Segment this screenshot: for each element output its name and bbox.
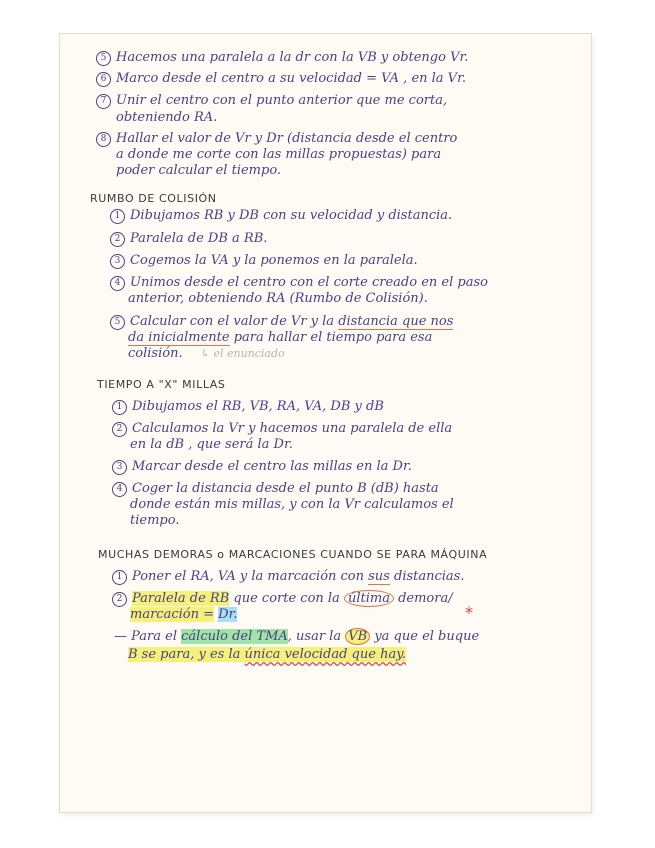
step-text: Calculamos la Vr y hacemos una paralela de ella [132, 421, 453, 436]
circled-word: última [344, 590, 394, 607]
rumbo-step-5-cont-2 [128, 346, 285, 362]
step-text: para hallar el tiempo para esa [229, 330, 433, 345]
step-8 [96, 131, 457, 147]
tiempo-step-2 [112, 421, 452, 437]
step-text: Cogemos la VA y la ponemos en la paralela. [130, 253, 418, 268]
tiempo-step-4-cont: donde están mis millas, y con la Vr calculamos el [130, 497, 454, 512]
highlighted-text-green: cálculo del TMA [181, 629, 288, 644]
step-text: Unimos desde el centro con el corte creado en el paso [130, 275, 488, 290]
step-number: 2 [110, 232, 125, 247]
highlighted-text: marcación = [130, 607, 214, 622]
circled-word: VB [345, 628, 370, 645]
rumbo-step-4 [110, 275, 488, 291]
step-number: 3 [110, 254, 125, 269]
step-text: Hacemos una paralela a la dr con la VB y obtengo Vr. [116, 50, 469, 65]
step-8-cont-1: a donde me corte con las millas propuestas) para [116, 147, 442, 162]
step-number: 4 [112, 482, 127, 497]
step-text: Poner el RA, VA y la marcación con [132, 569, 369, 584]
step-number: 6 [96, 72, 111, 87]
step-text: Marco desde el centro a su velocidad = VA , en la Vr. [116, 71, 466, 86]
wavy-underlined-text: única velocidad que hay. [244, 647, 406, 662]
step-5 [96, 50, 468, 66]
step-6 [96, 71, 466, 87]
tiempo-step-4 [112, 481, 439, 497]
note-text: — Para el [114, 629, 182, 644]
step-8-cont-2: poder calcular el tiempo. [116, 163, 282, 178]
step-number: 2 [112, 422, 127, 437]
tiempo-step-1 [112, 399, 384, 415]
muchas-step-1 [112, 569, 464, 585]
section-heading-rumbo: RUMBO DE COLISIÓN [90, 192, 217, 205]
step-text: Dibujamos el RB, VB, RA, VA, DB y dB [132, 399, 384, 414]
step-text: Dibujamos RB y DB con su velocidad y distancia. [130, 208, 453, 223]
step-7 [96, 93, 447, 109]
highlighted-text: Paralela de RB [132, 591, 230, 606]
underlined-text: distancia que nos [338, 314, 454, 329]
step-7-cont: obteniendo RA. [116, 110, 218, 125]
highlighted-text [128, 647, 406, 662]
rumbo-step-5 [110, 314, 453, 330]
tiempo-step-2-cont: en la dB , que será la Dr. [130, 437, 293, 452]
step-text: que corte con la [229, 591, 344, 606]
step-number: 1 [112, 570, 127, 585]
step-number: 4 [110, 276, 125, 291]
note-text: , usar la [287, 629, 346, 644]
step-number: 2 [112, 592, 127, 607]
rumbo-step-4-cont: anterior, obteniendo RA (Rumbo de Colisión). [128, 291, 428, 306]
step-text: colisión. [128, 346, 183, 361]
rumbo-step-5-cont [128, 330, 432, 346]
rumbo-step-2 [110, 231, 267, 247]
step-text: Coger la distancia desde el punto B (dB) hasta [132, 481, 439, 496]
tiempo-step-4-cont-2: tiempo. [130, 513, 180, 528]
step-number: 5 [96, 51, 111, 66]
muchas-note-cont [128, 647, 406, 663]
rumbo-step-1 [110, 208, 452, 224]
step-text: demora/ [393, 591, 453, 606]
muchas-step-2-cont [130, 607, 237, 623]
step-text: Paralela de DB a RB. [130, 231, 268, 246]
step-text: Marcar desde el centro las millas en la Dr. [132, 459, 412, 474]
grey-annotation: ↳ el enunciado [200, 347, 285, 360]
highlighted-text-blue: Dr. [218, 607, 238, 622]
underlined-text: da inicialmente [128, 330, 230, 345]
star-mark: * [465, 603, 473, 622]
step-number: 1 [112, 400, 127, 415]
section-heading-muchas: MUCHAS DEMORAS o MARCACIONES CUANDO SE PARA MÁQUINA [98, 548, 488, 561]
step-number: 7 [96, 94, 111, 109]
step-number: 1 [110, 209, 125, 224]
rumbo-step-3 [110, 253, 418, 269]
step-number: 3 [112, 460, 127, 475]
note-text: ya que el buque [370, 629, 480, 644]
underlined-text: sus [368, 569, 390, 584]
step-text: Hallar el valor de Vr y Dr (distancia desde el centro [116, 131, 458, 146]
step-number: 5 [110, 315, 125, 330]
tiempo-step-3 [112, 459, 412, 475]
step-text: Calcular con el valor de Vr y la [130, 314, 339, 329]
step-number: 8 [96, 132, 111, 147]
step-text: Unir el centro con el punto anterior que me corta, [116, 93, 448, 108]
muchas-step-2 [112, 591, 453, 607]
step-text: distancias. [389, 569, 465, 584]
note-text: B se para, y es la [128, 647, 245, 662]
section-heading-tiempo: TIEMPO A "X" MILLAS [97, 378, 226, 391]
muchas-note [114, 629, 479, 645]
